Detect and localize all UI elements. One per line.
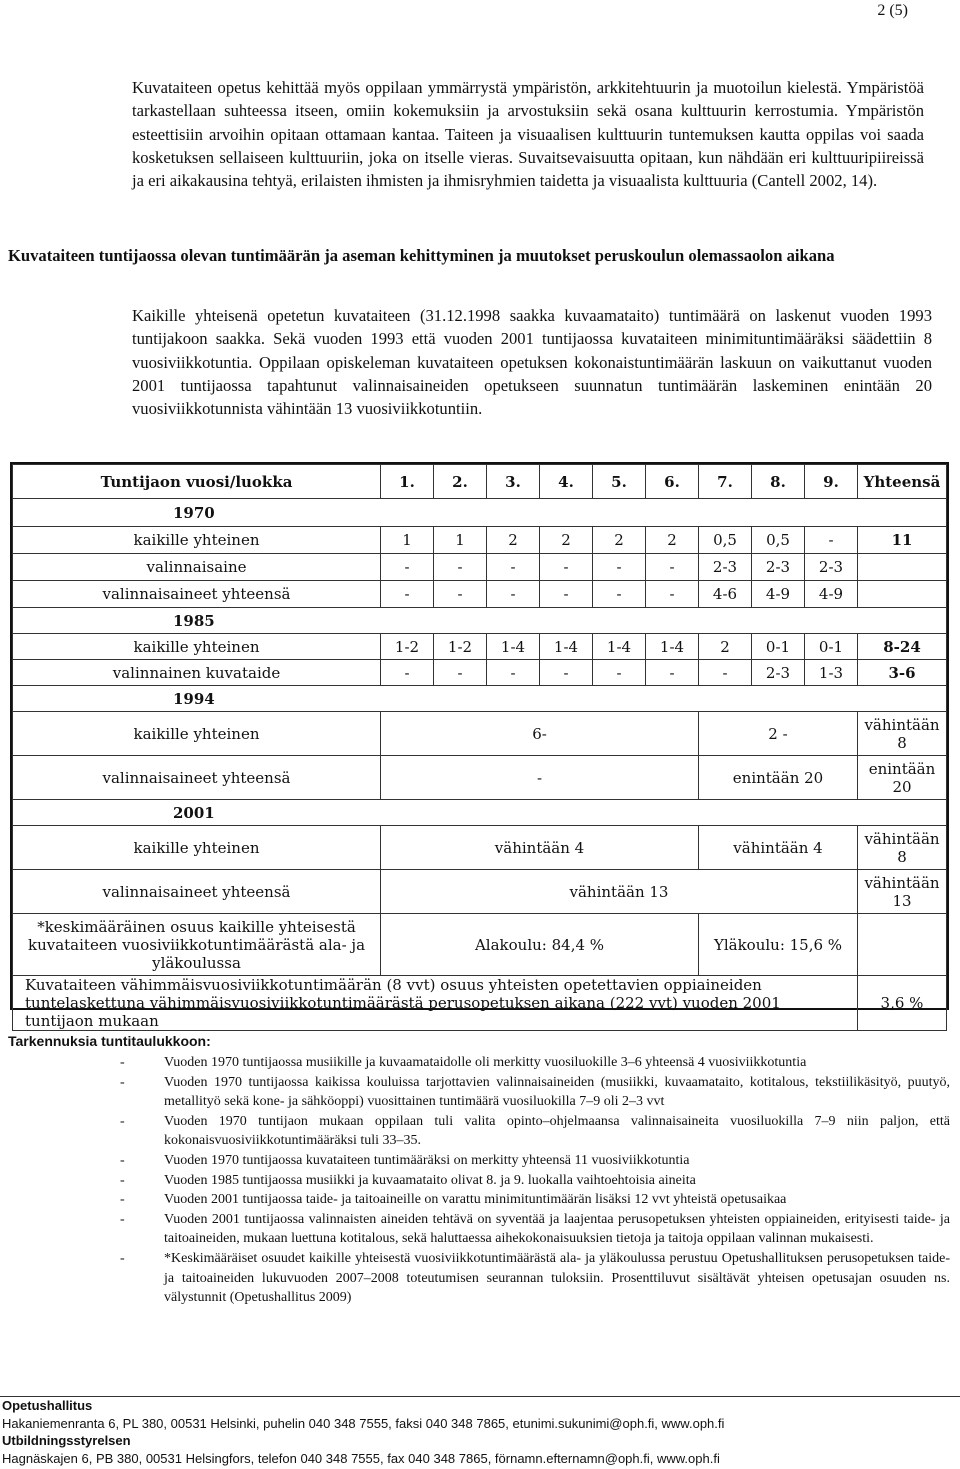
- page-footer: [0, 1396, 960, 1467]
- note-text: Vuoden 2001 tuntijaossa taide- ja taitoaineille on varattu minimituntimäärän lisäksi 12 vvt yhteistä opetusaikaa: [164, 1192, 787, 1208]
- list-item: - Vuoden 1970 tuntijaossa kaikissa kouluissa tarjottavien valinnaisaineiden (musiikki, kuvaamataito, kotitalous, tekstiilikäsityö, puutyö, metallityö sekä kone- ja sähköoppi) vuosittainen tuntimäärä vuosiluokilla 7–9 oli 2–3 vvt: [120, 1074, 950, 1110]
- list-item: - Vuoden 1970 tuntijaossa kuvataiteen tuntimääräksi on merkitty yhteensä 11 vuosiviikkotuntia: [120, 1152, 690, 1168]
- table-cell: 1-2: [381, 634, 434, 660]
- total-cell: vähintään 8: [858, 826, 947, 870]
- table-cell: 4-9: [805, 581, 858, 608]
- page-number: 2 (5): [877, 2, 908, 19]
- total-cell: [858, 554, 947, 581]
- list-item: - *Keskimääräiset osuudet kaikille yhteisestä vuosiviikkotuntimäärästä ala- ja yläkoulussa perustuu Opetushallituksen perusopetuksen taide- ja taitoaineiden lukuvuoden 2007–2008 toteutumisen seurannan tuloksiin. Prosenttiluvut sisältävät yhteisen opetusajan osuuden ns. välystunnit (Opetushallitus 2009): [120, 1250, 950, 1306]
- table-row: [13, 581, 947, 608]
- list-item: - Vuoden 1985 tuntijaossa musiikki ja kuvaamataito olivat 8. ja 9. luokalla vaihtoehtoisia aineita: [120, 1172, 696, 1188]
- table-cell: -: [593, 554, 646, 581]
- footer-org-sv: Utbildningsstyrelsen: [2, 1433, 131, 1448]
- footer-org-fi: Opetushallitus: [2, 1398, 93, 1413]
- table-cell: vähintään 4: [699, 826, 858, 870]
- table-cell: 1-4: [646, 634, 699, 660]
- table-cell: -: [646, 581, 699, 608]
- table-cell: 2: [646, 527, 699, 554]
- row-label: valinnaisaineet yhteensä: [13, 756, 381, 800]
- table-row: [13, 756, 947, 800]
- table-cell: -: [381, 554, 434, 581]
- footer-address-sv: Hagnäskajen 6, PB 380, 00531 Helsingfors, telefon 040 348 7555, fax 040 348 7865, förnamn.efternamn@oph.fi, www.oph.fi: [2, 1450, 720, 1466]
- table-cell: 2: [699, 634, 752, 660]
- table-cell: 4-9: [752, 581, 805, 608]
- table-cell: 1: [381, 527, 434, 554]
- total-cell: vähintään 13: [858, 870, 947, 914]
- total-cell: 3,6 %: [858, 976, 947, 1031]
- row-label: kaikille yhteinen: [13, 527, 381, 554]
- table-header-cell: 8.: [752, 465, 805, 499]
- table-cell: 2-3: [752, 660, 805, 686]
- total-cell: [858, 581, 947, 608]
- table-cell: 2: [593, 527, 646, 554]
- table-row: [13, 800, 947, 826]
- row-label: kaikille yhteinen: [13, 634, 381, 660]
- table-row: [13, 826, 947, 870]
- table-cell: 1-2: [434, 634, 487, 660]
- table-cell: 4-6: [699, 581, 752, 608]
- table-cell: Alakoulu: 84,4 %: [381, 914, 699, 976]
- row-label: valinnaisaine: [13, 554, 381, 581]
- row-label: Kuvataiteen vähimmäisvuosiviikkotuntimäärän (8 vvt) osuus yhteisten opetettavien oppiaineiden tuntelaskettuna vähimmäisvuosiviikkotuntimäärästä perusopetuksen aikana (222 vvt) vuoden 2001 tuntijaon mukaan: [13, 976, 858, 1031]
- table-cell: -: [540, 554, 593, 581]
- table-cell: 1-4: [487, 634, 540, 660]
- note-text: *Keskimääräiset osuudet kaikille yhteisestä vuosiviikkotuntimäärästä ala- ja yläkoulussa perustuu Opetushallituksen perusopetuksen taide- ja taitoaineiden lukuvuoden 2007–2008 toteutumisen seurannan tuloksiin. Prosenttiluvut sisältävät yhteisen opetusajan osuuden ns. välystunnit (Opetushallitus 2009): [164, 1250, 950, 1306]
- table-cell: -: [646, 554, 699, 581]
- note-text: Vuoden 1970 tuntijaon mukaan oppilaan tuli valita opinto–ohjelmaansa valinnaisaineita vuosiluokilla 7–9 niin paljon, että kokonaisvuosiviikkotuntimääräksi tuli 33–35.: [164, 1113, 950, 1149]
- table-cell: 0-1: [805, 634, 858, 660]
- table-header-cell: Tuntijaon vuosi/luokka: [13, 465, 381, 499]
- table-cell: -: [540, 581, 593, 608]
- table-header-cell: 6.: [646, 465, 699, 499]
- table-cell: -: [381, 660, 434, 686]
- table-cell: -: [699, 660, 752, 686]
- row-label: kaikille yhteinen: [13, 826, 381, 870]
- table-cell: 2: [540, 527, 593, 554]
- note-text: Vuoden 1970 tuntijaossa kuvataiteen tuntimääräksi on merkitty yhteensä 11 vuosiviikkotuntia: [164, 1152, 690, 1168]
- table-cell: -: [434, 554, 487, 581]
- table-cell: -: [381, 756, 699, 800]
- table-row: [13, 870, 947, 914]
- table-cell: -: [593, 581, 646, 608]
- table-cell: 0,5: [699, 527, 752, 554]
- table-header-cell: 9.: [805, 465, 858, 499]
- table-cell: 2 -: [699, 712, 858, 756]
- table-cell: 2: [487, 527, 540, 554]
- list-item: - Vuoden 2001 tuntijaossa valinnaisten aineiden tehtävä on syventää ja laajentaa perusopetuksen yhteisten oppiaineiden, erityisesti taide- ja taitoaineiden, mukaan luettuna kotitalous, sekä haluttaessa aihekokonaisuuksien tietoja ja taitoja oppilaan valinnan mukaisesti.: [120, 1211, 950, 1247]
- table-cell: 2-3: [805, 554, 858, 581]
- row-label: kaikille yhteinen: [13, 712, 381, 756]
- table-cell: 1-3: [805, 660, 858, 686]
- table-row: [13, 499, 947, 527]
- year-label: 2001: [13, 800, 947, 826]
- table-header-cell: 7.: [699, 465, 752, 499]
- total-cell: 11: [858, 527, 947, 554]
- table-header-cell: Yhteensä: [858, 465, 947, 499]
- table-cell: -: [593, 660, 646, 686]
- table-header-row: [13, 465, 947, 499]
- table-row: [13, 554, 947, 581]
- table-header-cell: 1.: [381, 465, 434, 499]
- list-item: - Vuoden 1970 tuntijaossa musiikille ja kuvaamataidolle oli merkitty vuosiluokille 3–6 yhteensä 4 vuosiviikkotuntia: [120, 1055, 807, 1070]
- table-row: [13, 976, 947, 1031]
- year-label: 1985: [13, 608, 947, 634]
- list-item: - Vuoden 2001 tuntijaossa taide- ja taitoaineille on varattu minimituntimäärän lisäksi 12 vvt yhteistä opetusaikaa: [120, 1192, 787, 1208]
- table-row: [13, 914, 947, 976]
- year-label: 1994: [13, 686, 947, 712]
- table-cell: vähintään 4: [381, 826, 699, 870]
- table-cell: -: [540, 660, 593, 686]
- table-header-cell: 2.: [434, 465, 487, 499]
- row-label: valinnaisaineet yhteensä: [13, 870, 381, 914]
- table-cell: vähintään 13: [381, 870, 858, 914]
- row-label: valinnaisaineet yhteensä: [13, 581, 381, 608]
- row-label: valinnainen kuvataide: [13, 660, 381, 686]
- table-cell: 1-4: [540, 634, 593, 660]
- table-row: [13, 712, 947, 756]
- table-cell: 0,5: [752, 527, 805, 554]
- table-cell: 6-: [381, 712, 699, 756]
- table-cell: -: [381, 581, 434, 608]
- footer-address-fi: Hakaniemenranta 6, PL 380, 00531 Helsinki, puhelin 040 348 7555, faksi 040 348 7865, etunimi.sukunimi@oph.fi, www.oph.fi: [2, 1415, 725, 1431]
- table-cell: 0-1: [752, 634, 805, 660]
- table-cell: -: [646, 660, 699, 686]
- table-row: [13, 608, 947, 634]
- table-header-cell: 4.: [540, 465, 593, 499]
- table-cell: 2-3: [699, 554, 752, 581]
- table-header-cell: 5.: [593, 465, 646, 499]
- section-heading: Kuvataiteen tuntijaossa olevan tuntimäärän ja aseman kehittyminen ja muutokset peruskoulun olemassaolon aikana: [8, 246, 835, 265]
- table-cell: 2-3: [752, 554, 805, 581]
- row-label: *keskimääräinen osuus kaikille yhteisestä kuvataiteen vuosiviikkotuntimäärästä ala- ja yläkoulussa: [13, 914, 381, 976]
- table-row: [13, 686, 947, 712]
- total-cell: vähintään 8: [858, 712, 947, 756]
- table-row: [13, 527, 947, 554]
- total-cell: 3-6: [858, 660, 947, 686]
- table-cell: -: [805, 527, 858, 554]
- year-label: 1970: [13, 499, 947, 527]
- table-cell: 1: [434, 527, 487, 554]
- note-text: Vuoden 1970 tuntijaossa kaikissa kouluissa tarjottavien valinnaisaineiden (musiikki, kuvaamataito, kotitalous, tekstiilikäsityö, puutyö, metallityö sekä kone- ja sähköoppi) vuosittainen tuntimäärä vuosiluokilla 7–9 oli 2–3 vvt: [164, 1074, 950, 1110]
- table-cell: -: [487, 581, 540, 608]
- section-paragraph: Kaikille yhteisenä opetetun kuvataiteen (31.12.1998 saakka kuvaamataito) tuntimäärä on laskenut vuoden 1993 tuntijakoon saakka. Sekä vuoden 1993 että vuoden 2001 tuntijaossa kuvataiteen minimituntimääräksi säädettiin 8 vuosiviikkotuntia. Oppilaan opiskeleman kuvataiteen opetuksen kokonaistuntimäärän laskuun on vaikuttanut vuoden 2001 tuntijaossa tapahtunut valinnaisaineiden opetukseen suunnatun tuntimäärän laskeminen enintään 20 vuosiviikkotunnista vähintään 13 vuosiviikkotuntiin.: [132, 306, 932, 419]
- total-cell: [858, 914, 947, 976]
- notes-list: [120, 1053, 950, 1308]
- total-cell: 8-24: [858, 634, 947, 660]
- table-cell: -: [434, 581, 487, 608]
- note-text: Vuoden 1985 tuntijaossa musiikki ja kuvaamataito olivat 8. ja 9. luokalla vaihtoehtoisia aineita: [164, 1172, 696, 1188]
- table-row: [13, 634, 947, 660]
- table-cell: -: [487, 554, 540, 581]
- table-row: [13, 660, 947, 686]
- table-cell: -: [487, 660, 540, 686]
- hours-table: [10, 462, 949, 1030]
- list-item: - Vuoden 1970 tuntijaon mukaan oppilaan tuli valita opinto–ohjelmaansa valinnaisaineita vuosiluokilla 7–9 niin paljon, että kokonaisvuosiviikkotuntimääräksi tuli 33–35.: [120, 1113, 950, 1149]
- table-header-cell: 3.: [487, 465, 540, 499]
- table-cell: -: [434, 660, 487, 686]
- intro-paragraph: Kuvataiteen opetus kehittää myös oppilaan ymmärrystä ympäristön, arkkitehtuurin ja muotoilun kielestä. Ympäristöä tarkastellaan suhteessa itseen, omiin kokemuksiin ja arvostuksiin sekä osana kulttuurin kerrostumia. Ympäristön esteettisiin arvoihin opitaan ottamaan kantaa. Taiteen ja visuaalisen kulttuurin tuntemuksen kautta oppilas voi saada kosketuksen sellaiseen kulttuuriin, joka on itselle vieras. Suvaitsevaisuutta opitaan, kun nähdään eri kulttuuripiireissä ja eri aikakausina tehtyä, erilaisten ihmisten ja ihmisryhmien taidetta ja visuaalista kulttuuria (Cantell 2002, 14).: [132, 78, 924, 191]
- note-text: Vuoden 2001 tuntijaossa valinnaisten aineiden tehtävä on syventää ja laajentaa perusopetuksen yhteisten oppiaineiden, erityisesti taide- ja taitoaineiden, mukaan luettuna kotitalous, sekä haluttaessa aihekokonaisuuksien tietoja ja taitoja oppilaan valinnan mukaisesti.: [164, 1211, 950, 1247]
- table-cell: 1-4: [593, 634, 646, 660]
- note-text: Vuoden 1970 tuntijaossa musiikille ja kuvaamataidolle oli merkitty vuosiluokille 3–6 yhteensä 4 vuosiviikkotuntia: [164, 1055, 807, 1070]
- notes-title: Tarkennuksia tuntitaulukkoon:: [8, 1033, 211, 1049]
- table-cell: enintään 20: [699, 756, 858, 800]
- total-cell: enintään 20: [858, 756, 947, 800]
- table-cell: Yläkoulu: 15,6 %: [699, 914, 858, 976]
